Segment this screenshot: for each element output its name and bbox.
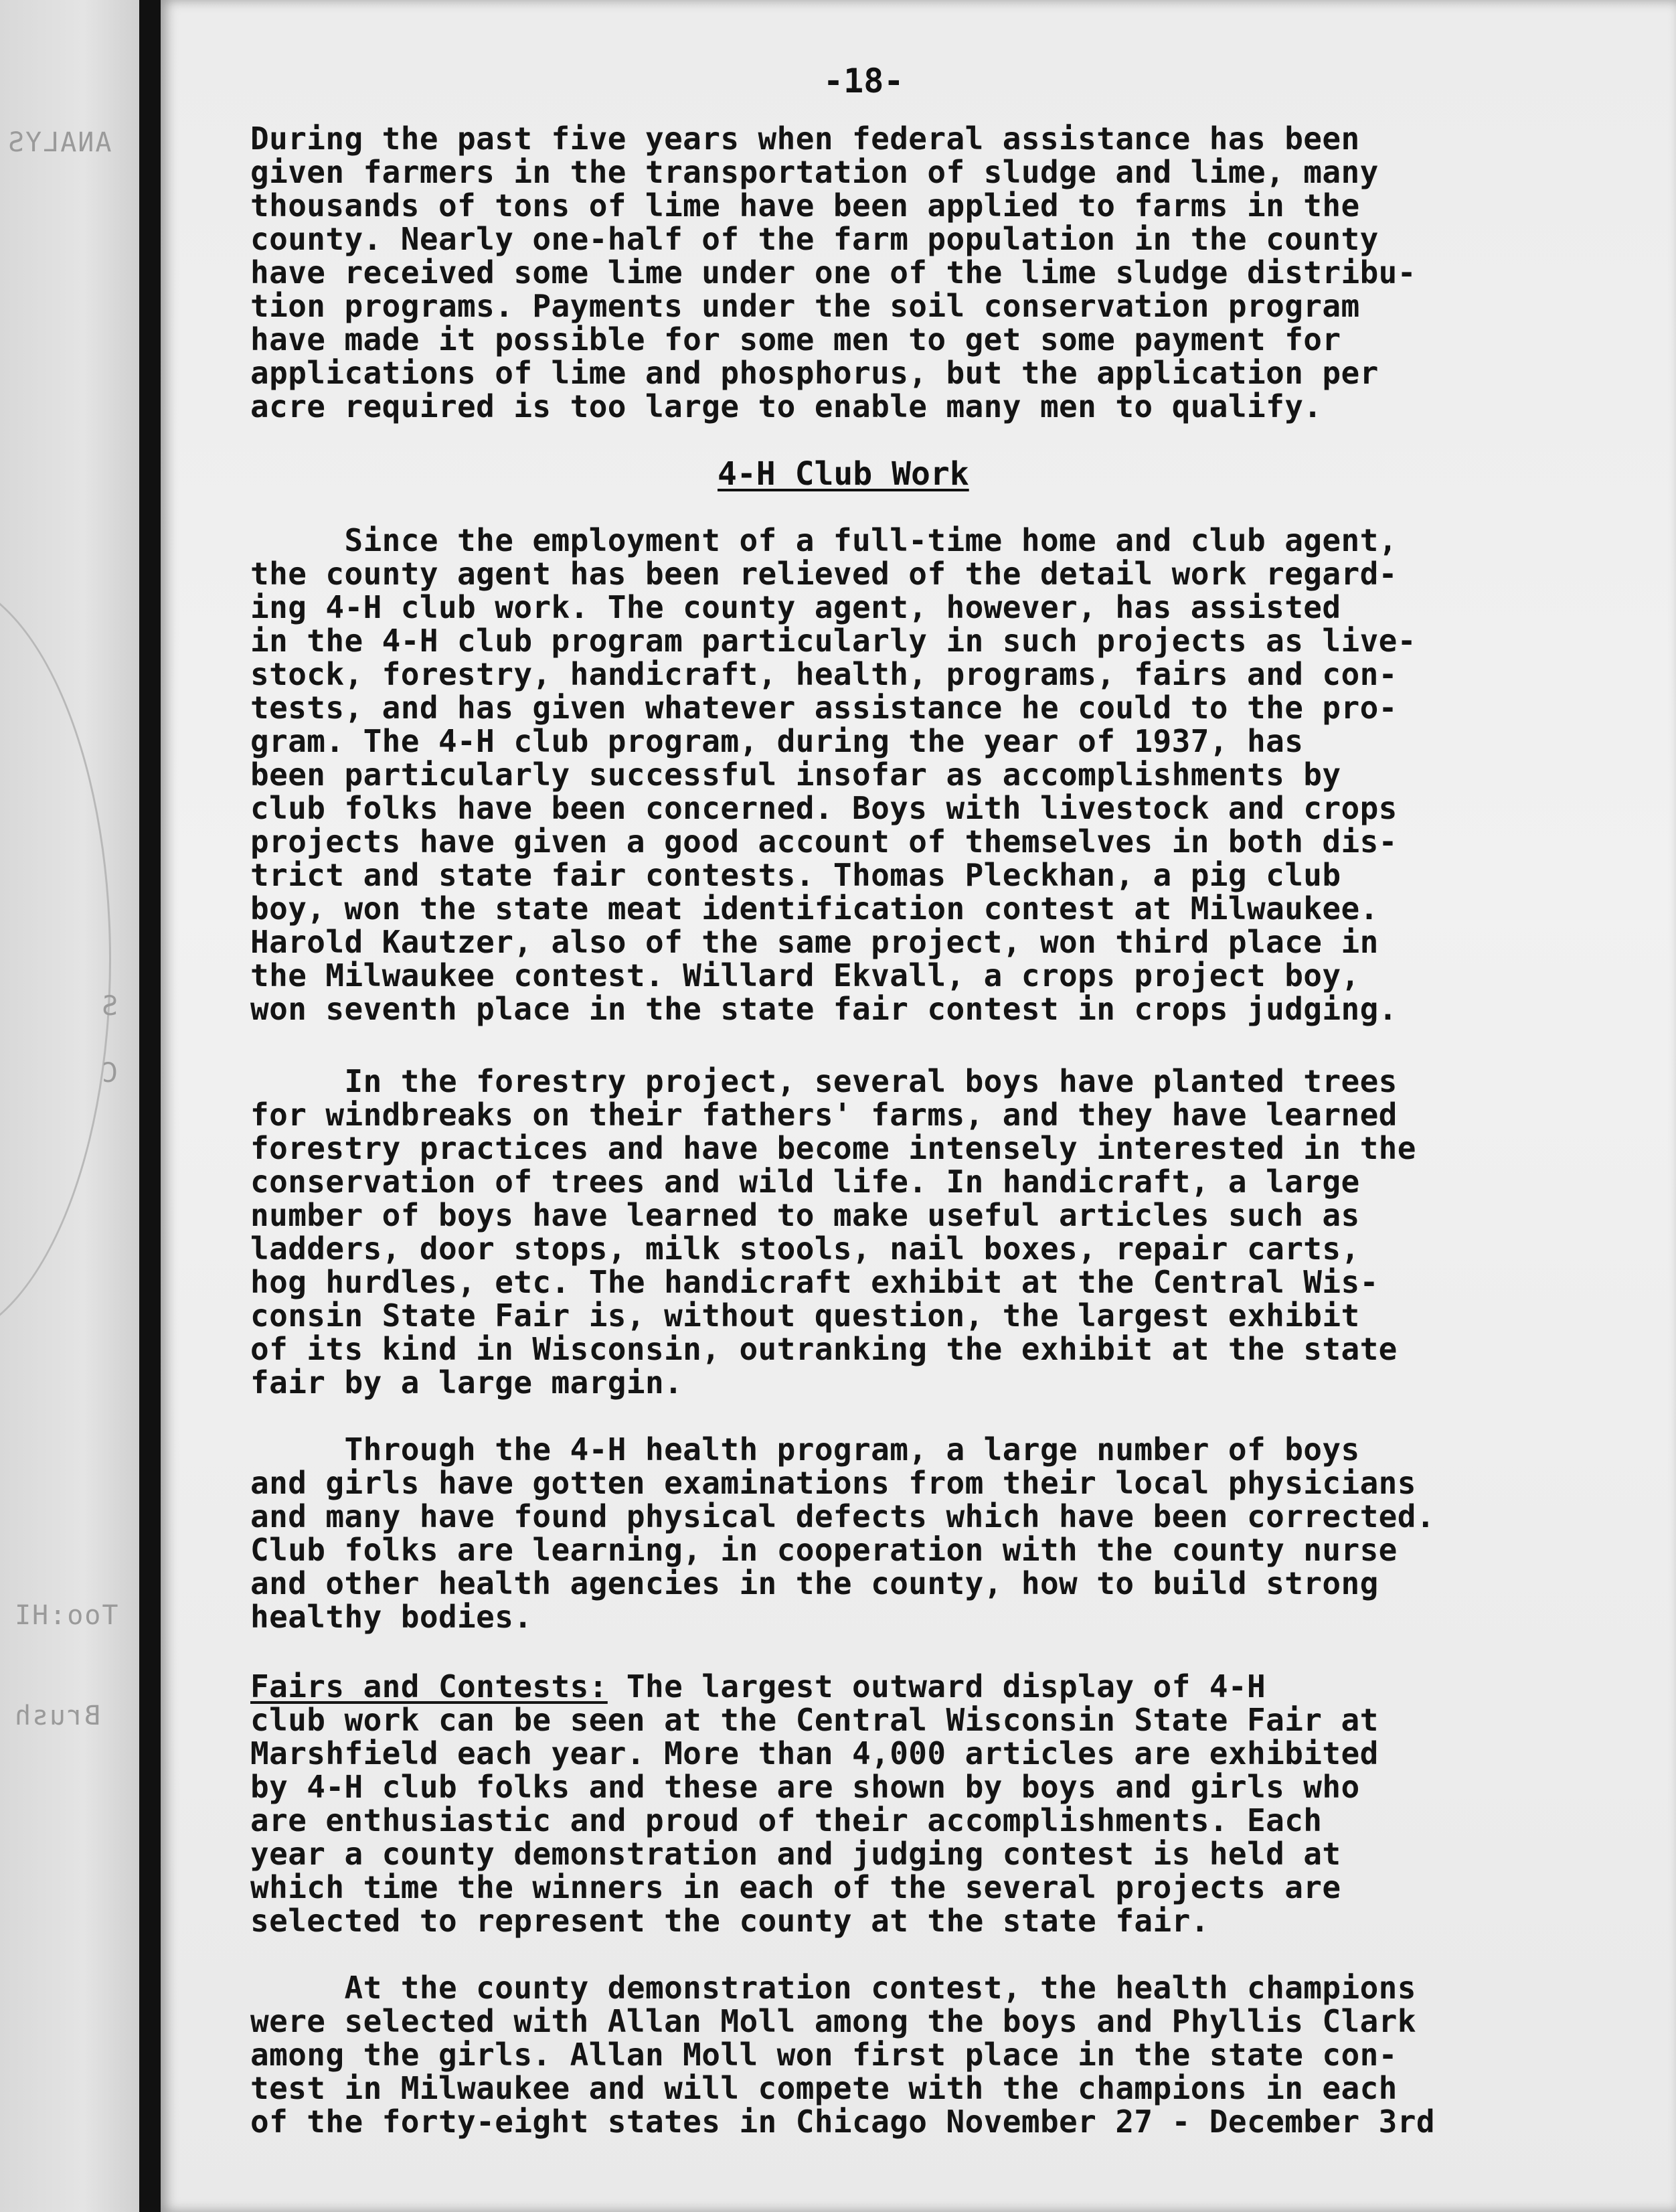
section-heading: 4-H Club Work xyxy=(718,455,969,493)
text-line: During the past five years when federal assistance has been xyxy=(250,121,1360,157)
fairs-contests-first-line: The largest outward display of 4-H xyxy=(607,1668,1266,1705)
text-line: number of boys have learned to make useful articles such as xyxy=(250,1197,1360,1233)
text-line: Since the employment of a full-time home and club agent, xyxy=(250,522,1398,558)
text-line: selected to represent the county at the state fair. xyxy=(250,1903,1209,1939)
paragraph-lime-sludge xyxy=(250,122,1416,423)
paragraph-forestry-handicraft xyxy=(250,1064,1416,1399)
page-number: -18- xyxy=(823,62,904,100)
text-line: trict and state fair contests. Thomas Pleckhan, a pig club xyxy=(250,857,1341,893)
paragraph-health-program xyxy=(250,1433,1435,1634)
text-line: forestry practices and have become intensely interested in the xyxy=(250,1130,1416,1166)
text-line: year a county demonstration and judging contest is held at xyxy=(250,1836,1341,1872)
text-line: which time the winners in each of the several projects are xyxy=(250,1869,1341,1905)
paragraph-fairs-contests xyxy=(250,1670,1379,1938)
text-line: test in Milwaukee and will compete with the champions in each xyxy=(250,2070,1398,2106)
text-line: tests, and has given whatever assistance he could to the pro- xyxy=(250,690,1398,726)
text-line: in the 4-H club program particularly in such projects as live- xyxy=(250,623,1416,659)
text-line: county. Nearly one-half of the farm population in the county xyxy=(250,221,1379,257)
text-line: acre required is too large to enable many men to qualify. xyxy=(250,388,1323,424)
text-line: were selected with Allan Moll among the boys and Phyllis Clark xyxy=(250,2003,1416,2039)
paragraph-demonstration-contest xyxy=(250,1971,1435,2138)
text-line: consin State Fair is, without question, the largest exhibit xyxy=(250,1297,1360,1334)
text-line: Through the 4-H health program, a large number of boys xyxy=(250,1431,1360,1468)
text-line: are enthusiastic and proud of their accomplishments. Each xyxy=(250,1802,1323,1838)
text-line: hog hurdles, etc. The handicraft exhibit at the Central Wis- xyxy=(250,1264,1379,1300)
bleed-through-text-3: C xyxy=(100,1058,118,1089)
fairs-contests-lead: Fairs and Contests: xyxy=(250,1668,608,1705)
text-line: conservation of trees and wild life. In handicraft, a large xyxy=(250,1164,1360,1200)
text-line: the county agent has been relieved of the detail work regard- xyxy=(250,556,1398,592)
text-line: boy, won the state meat identification contest at Milwaukee. xyxy=(250,890,1379,927)
text-line: thousands of tons of lime have been applied to farms in the xyxy=(250,187,1360,224)
text-line: Marshfield each year. More than 4,000 articles are exhibited xyxy=(250,1735,1379,1771)
text-line: for windbreaks on their fathers' farms, and they have learned xyxy=(250,1097,1398,1133)
text-line: the Milwaukee contest. Willard Ekvall, a crops project boy, xyxy=(250,957,1360,994)
text-line: club work can be seen at the Central Wisconsin State Fair at xyxy=(250,1702,1379,1738)
text-line: applications of lime and phosphorus, but the application per xyxy=(250,355,1379,391)
text-line: tion programs. Payments under the soil conservation program xyxy=(250,288,1360,324)
binding-gutter xyxy=(139,0,161,2212)
text-line: and many have found physical defects which have been corrected. xyxy=(250,1498,1435,1534)
text-line: and girls have gotten examinations from their local physicians xyxy=(250,1465,1416,1501)
text-line: stock, forestry, handicraft, health, programs, fairs and con- xyxy=(250,656,1398,692)
text-line: of its kind in Wisconsin, outranking the exhibit at the state xyxy=(250,1331,1398,1367)
text-line: ladders, door stops, milk stools, nail boxes, repair carts, xyxy=(250,1231,1360,1267)
text-line: been particularly successful insofar as accomplishments by xyxy=(250,757,1341,793)
text-line: of the forty-eight states in Chicago November 27 - December 3rd xyxy=(250,2104,1435,2140)
text-line: given farmers in the transportation of sludge and lime, many xyxy=(250,154,1379,190)
text-line: club folks have been concerned. Boys with livestock and crops xyxy=(250,790,1398,826)
text-line: and other health agencies in the county, how to build strong xyxy=(250,1565,1379,1601)
text-line: Club folks are learning, in cooperation with the county nurse xyxy=(250,1532,1398,1568)
paragraph-club-work xyxy=(250,524,1416,1026)
text-line: Harold Kautzer, also of the same project, won third place in xyxy=(250,924,1379,960)
bleed-through-text-5: Brush xyxy=(13,1701,101,1731)
text-line: projects have given a good account of themselves in both dis- xyxy=(250,823,1398,860)
text-line: At the county demonstration contest, the health champions xyxy=(250,1970,1416,2006)
faint-circle-mark xyxy=(0,576,111,1343)
text-line: have made it possible for some men to get some payment for xyxy=(250,321,1341,358)
text-line: ing 4-H club work. The county agent, however, has assisted xyxy=(250,589,1341,625)
text-line: won seventh place in the state fair contest in crops judging. xyxy=(250,991,1398,1027)
bleed-through-text-1: ANALYS xyxy=(7,127,112,158)
text-line: have received some lime under one of the lime sludge distribu- xyxy=(250,254,1416,291)
text-line: healthy bodies. xyxy=(250,1599,533,1635)
adjacent-page-strip xyxy=(0,0,139,2212)
text-line: by 4-H club folks and these are shown by boys and girls who xyxy=(250,1769,1360,1805)
text-line: fair by a large margin. xyxy=(250,1364,683,1401)
bleed-through-text-4: Too:HI xyxy=(13,1600,118,1631)
bleed-through-text-2: S xyxy=(100,991,118,1022)
text-line: gram. The 4-H club program, during the year of 1937, has xyxy=(250,723,1304,759)
text-line: In the forestry project, several boys have planted trees xyxy=(250,1063,1398,1099)
text-line: among the girls. Allan Moll won first place in the state con- xyxy=(250,2037,1398,2073)
